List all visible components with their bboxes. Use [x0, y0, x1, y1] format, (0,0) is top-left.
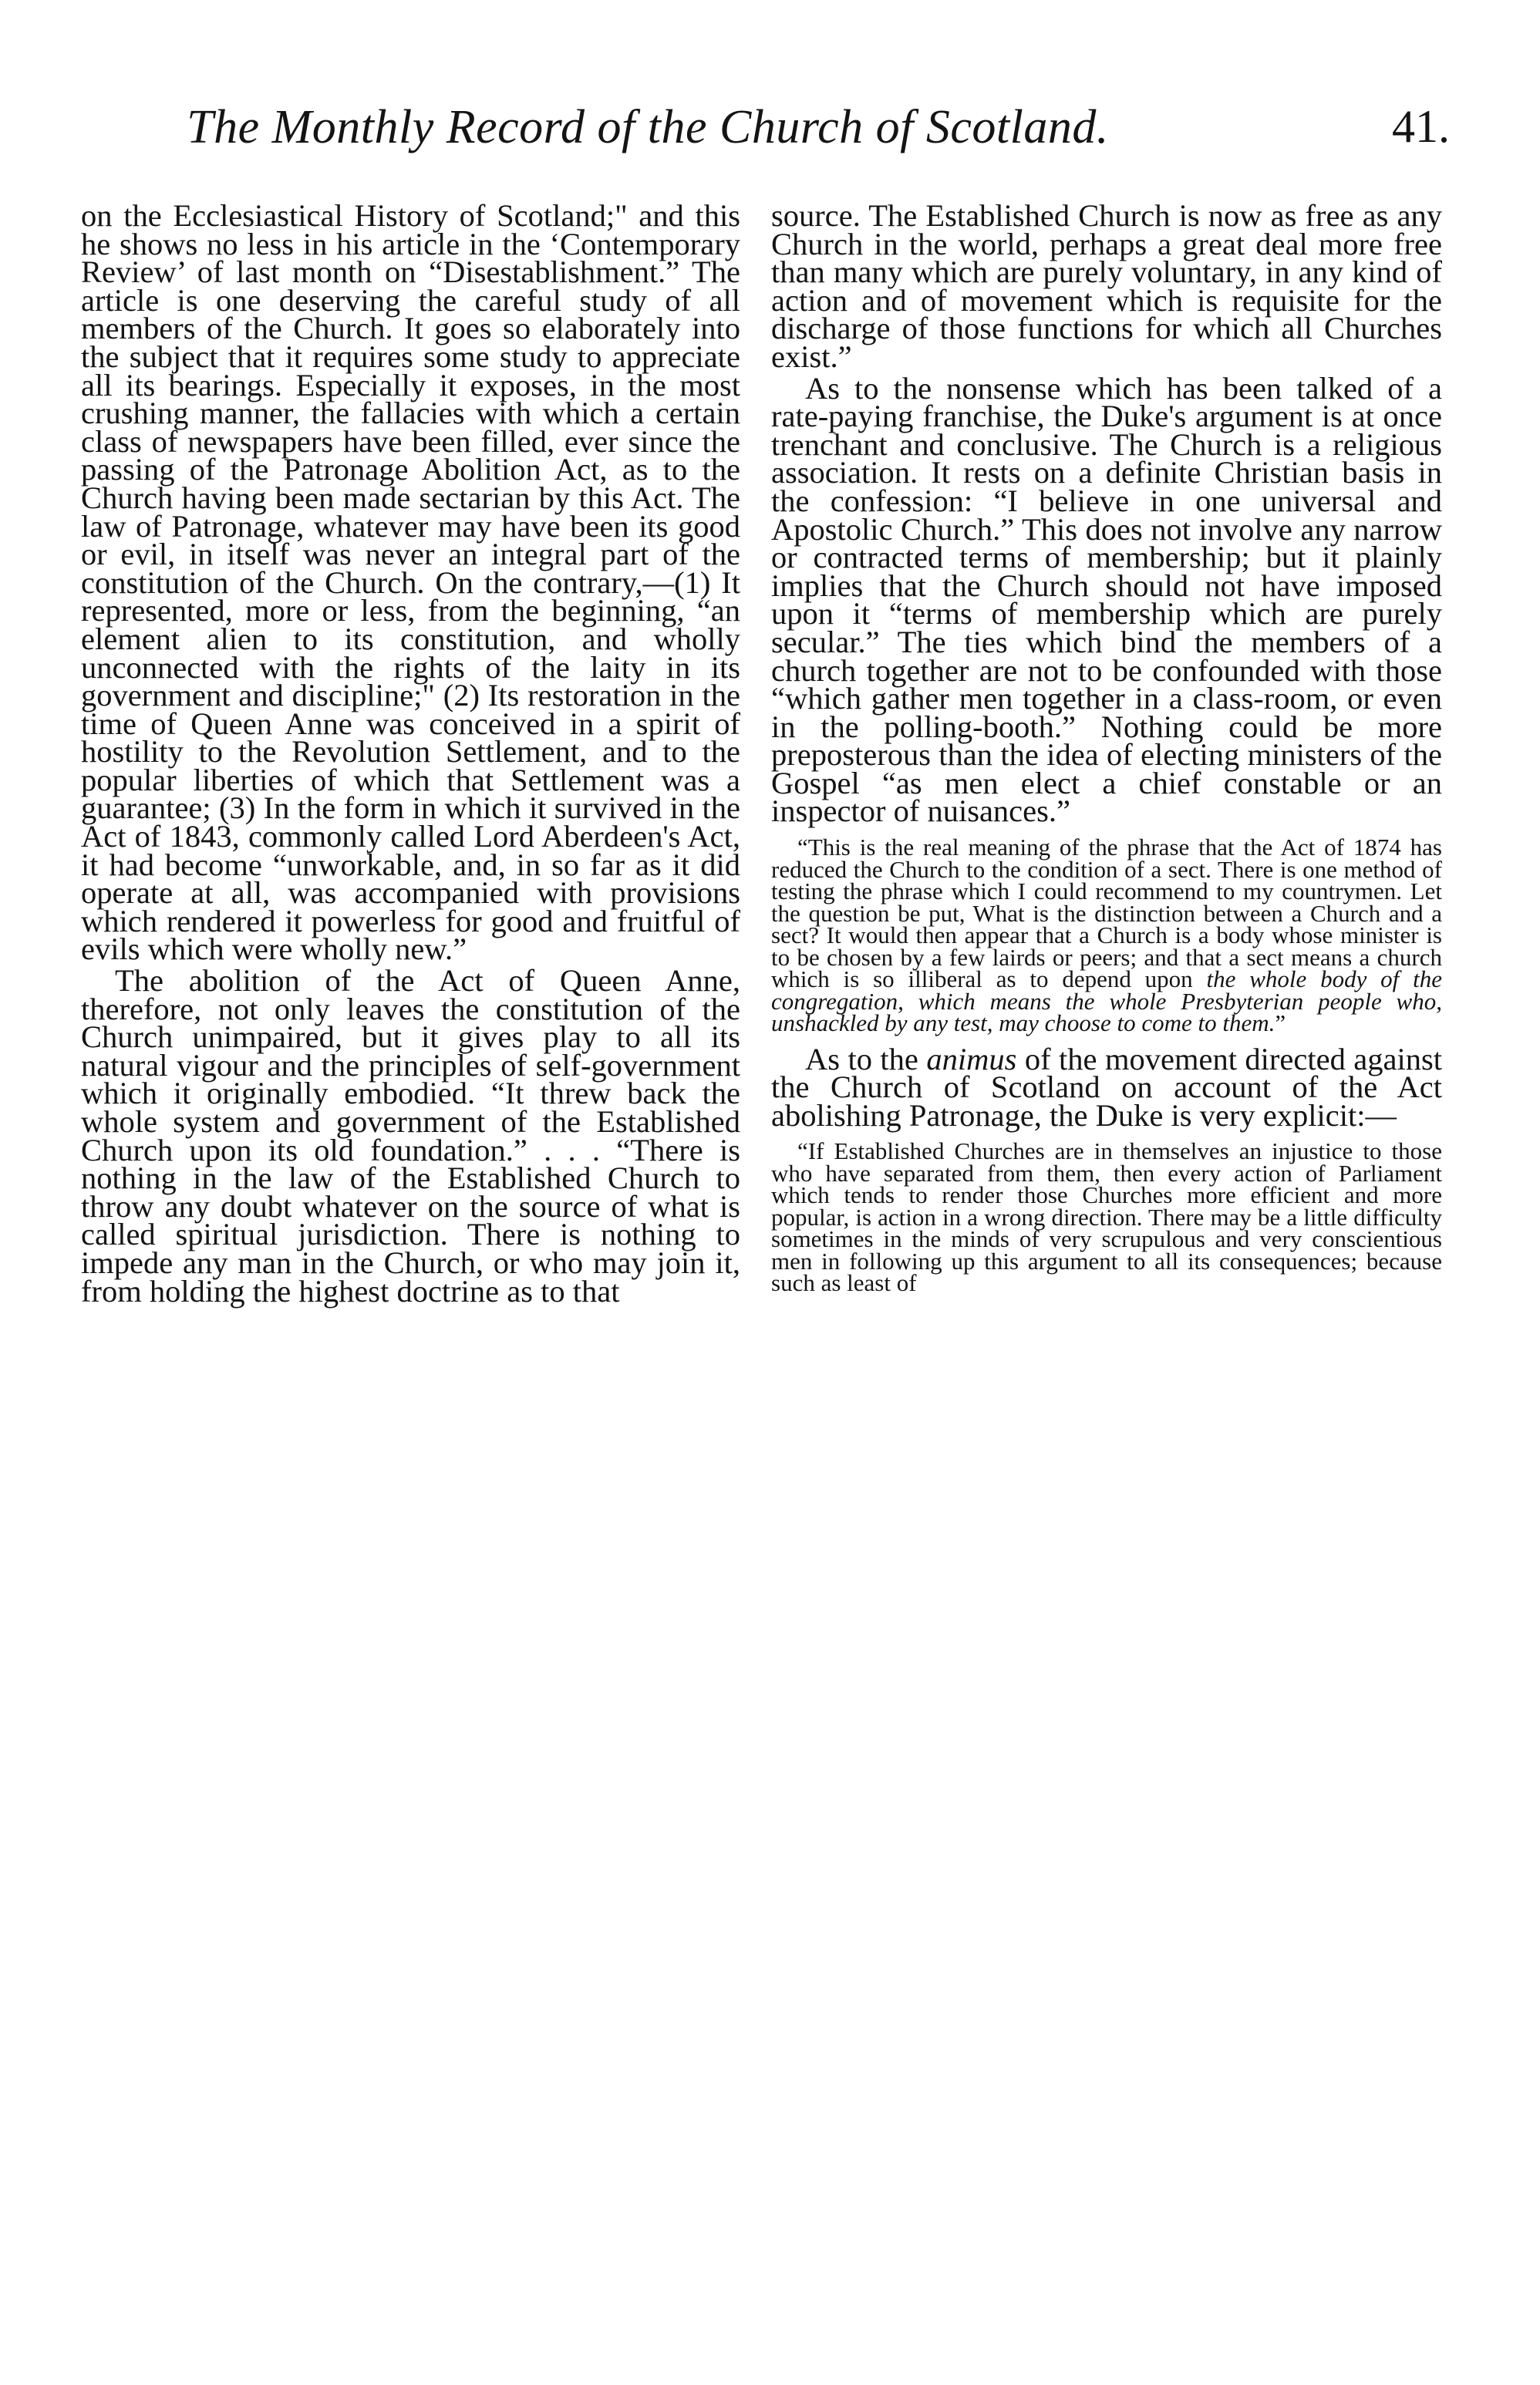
running-title: The Monthly Record of the Church of Scotland. [187, 101, 1109, 153]
right-paragraph-3-start: As to the [805, 1041, 927, 1076]
right-paragraph-3 [771, 1041, 1442, 1133]
animus-word: animus [926, 1041, 1017, 1076]
left-column [81, 198, 740, 1309]
right-paragraph-3-end: of the movement directed against the Church of Scotland on account of the Act abolishing Patronage, the Duke is very explicit:— [771, 1041, 1442, 1133]
block-quote-1-italic: the whole body of the congregation, which means the whole Presbyterian people who, unshackled by any test, may choose to come to them. [771, 965, 1442, 1037]
left-paragraph-1: on the Ecclesiastical History of Scotland;" and this he shows no less in his article in the ‘Contemporary Review’ of last month on “Disestablishment.” The article is one deserving the careful study of all members of the Church. It goes so elaborately into the subject that it requires some study to appreciate all its bearings. Especially it exposes, in the most crushing manner, the fallacies with which a certain class of newspapers have been filled, ever since the passing of the Patronage Abolition Act, as to the Church having been made sectarian by this Act. The law of Patronage, whatever may have been its good or evil, in itself was never an integral part of the constitution of the Church. On the contrary,—(1) It represented, more or less, from the beginning, “an element alien to its constitution, and wholly unconnected with the rights of the laity in its government and discipline;" (2) Its restoration in the time of Queen Anne was conceived in a spirit of hostility to the Revolution Settlement, and to the popular liberties of which that Settlement was a guarantee; (3) In the form in which it survived in the Act of 1843, commonly called Lord Aberdeen's Act, it had become “unworkable, and, in so far as it did operate at all, was accompanied with provisions which rendered it powerless for good and fruitful of evils which were wholly new.” [81, 198, 740, 967]
block-quote-2: “If Established Churches are in themselves an injustice to those who have separated from them, then every action of Parliament which tends to render those Churches more efficient and more popular, is action in a wrong direction. There may be a little difficulty sometimes in the minds of very scrupulous and very conscientious men in following up this argument to all its consequences; because such as least of [771, 1137, 1442, 1297]
right-paragraph-2: As to the nonsense which has been talked of a rate-paying franchise, the Duke's argument is at once trenchant and conclusive. The Church is a religious association. It rests on a definite Christian basis in the confession: “I believe in one universal and Apostolic Church.” This does not involve any narrow or contracted terms of membership; but it plainly implies that the Church should not have imposed upon it “terms of membership which are purely secular.” The ties which bind the members of a church together are not to be confounded with those “which gather men together in a class-room, or even in the polling-booth.” Nothing could be more preposterous than the idea of electing ministers of the Gospel “as men elect a chief constable or an inspector of nuisances.” [771, 370, 1442, 829]
block-quote-1-text: “This is the real meaning of the phrase that the Act of 1874 has reduced the Church to the condition of a sect. There is one method of testing the phrase which I could recommend to my countrymen. Let the question be put, What is the distinction between a Church and a sect? It would then appear that a Church is a body whose minister is to be chosen by a few lairds or peers; and that a sect means a church which is so illiberal as to depend upon [771, 834, 1442, 993]
page-number: 41. [1392, 101, 1450, 152]
right-column [771, 198, 1442, 1305]
block-quote-1 [771, 834, 1442, 1037]
right-paragraph-1: source. The Established Church is now as free as any Church in the world, perhaps a great deal more free than many which are purely voluntary, in any kind of action and of movement which is requisite for the discharge of those functions for which all Churches exist.” [771, 198, 1442, 374]
block-quote-1-close: ” [1275, 1009, 1286, 1037]
running-header [0, 85, 1540, 170]
left-paragraph-2: The abolition of the Act of Queen Anne, therefore, not only leaves the constitution of the Church unimpaired, but it gives play to all its natural vigour and the principles of self-government which it originally embodied. “It threw back the whole system and government of the Established Church upon its old foundation.” . . . “There is nothing in the law of the Established Church to throw any doubt whatever on the source of what is called spiritual jurisdiction. There is nothing to impede any man in the Church, or who may join it, from holding the highest doctrine as to that [81, 963, 740, 1309]
